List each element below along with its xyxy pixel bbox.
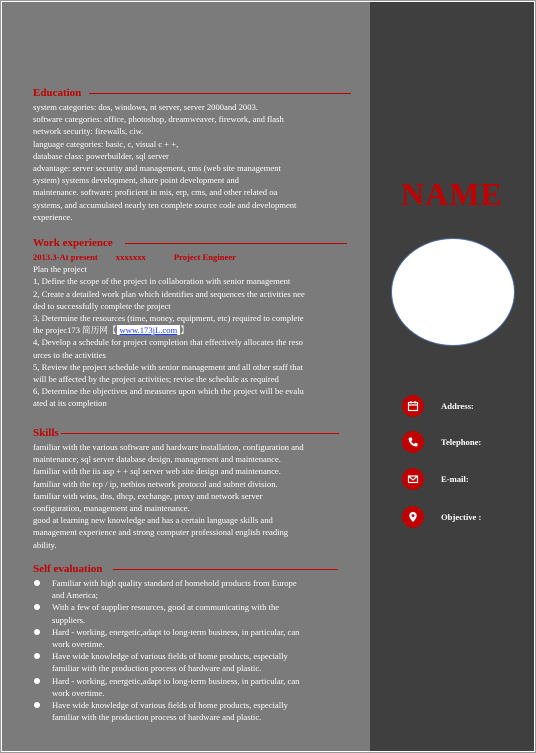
- work-section: [33, 236, 358, 410]
- address-label: Address:: [441, 401, 474, 411]
- job-company: xxxxxxx: [115, 252, 146, 262]
- work-text-3: 4, Develop a schedule for project completion that effectively allocates the reso urces to the activities 5, Review the project schedule with senior management and all other staff that will be affected by the project activities; revise the schedule as required 6, Determine the objectives and measures upon which the project will be evalu ated at its completion: [33, 337, 304, 409]
- job-position: Project Engineer: [173, 252, 236, 262]
- phone-icon: [402, 431, 424, 453]
- self-evaluation-heading: [33, 562, 358, 576]
- skills-heading: [33, 426, 358, 440]
- education-text: system categories: dos, windows, nt server, server 2000and 2003. software categories: office, photoshop, dreamweaver, firework, and flash network security: firewalls, ciw. language categories: basic, c, visual c + +, database class: powerbuilder, sql server advantage: server security and management, cms (web site management system) systems development, share point development and maintenance. software: proficient in mis, erp, cms, and other related oa systems, and accumulated nearly ten complete source code and development experience.: [33, 102, 297, 222]
- education-section: [33, 86, 358, 223]
- list-item: With a few of supplier resources, good at communicating with the suppliers.: [33, 601, 358, 625]
- skills-text: familiar with the various software and hardware installation, configuration and maintenance; sql server database design, management and maintenance. familiar with the iis asp + + sql server web site design and maintenance. familiar with the tcp / ip, netbios network protocol and subnet division. familiar with wins, dns, dhcp, exchange, proxy and network server configuration, management and maintenance. good at learning new knowledge and has a certain language skills and management experience and strong computer professional english reading ability.: [33, 442, 304, 550]
- self-evaluation-section: [33, 562, 358, 723]
- job-line: [33, 251, 358, 263]
- skills-title: Skills: [33, 427, 59, 439]
- work-link-prefix: the projec173 简历网【: [33, 325, 117, 336]
- email-label: E-mail:: [441, 474, 469, 484]
- contact-address: [402, 395, 474, 417]
- work-text-2: [33, 324, 358, 336]
- website-link[interactable]: www.173jL.com: [117, 325, 181, 335]
- right-panel: [370, 2, 534, 751]
- list-item: Familiar with high quality standard of homehold products from Europe and America;: [33, 577, 358, 601]
- self-evaluation-rule: [113, 569, 338, 570]
- work-link-suffix: 】: [180, 325, 189, 336]
- location-pin-icon: [402, 506, 424, 528]
- contact-telephone: [402, 431, 481, 453]
- list-item: Have wide knowledge of various fields of home products, especially familiar with the production process of hardware and plastic.: [33, 650, 358, 674]
- work-text-1: Plan the project 1, Define the scope of the project in collaboration with senior management 2, Create a detailed work plan which identifies and sequences the activities nee ded to successfully complete the project 3, Determine the resources (time, money, equipment, etc) required to complete: [33, 264, 305, 324]
- telephone-label: Telephone:: [441, 437, 482, 447]
- contact-objective: [402, 506, 481, 528]
- list-item: Hard - working, energetic,adapt to long-term business, in particular, can work overtime.: [33, 626, 358, 650]
- self-evaluation-title: Self evaluation: [33, 563, 103, 575]
- education-heading: [33, 86, 358, 100]
- skills-rule: [61, 433, 339, 434]
- skills-section: [33, 426, 358, 551]
- name-title: NAME: [401, 176, 503, 212]
- contact-email: [402, 468, 469, 490]
- photo-placeholder: [391, 238, 515, 346]
- objective-label: Objective :: [441, 512, 482, 522]
- calendar-icon: [402, 395, 424, 417]
- mail-icon: [402, 468, 424, 490]
- education-title: Education: [33, 87, 82, 99]
- work-heading: [33, 236, 358, 250]
- education-rule: [89, 93, 351, 94]
- self-evaluation-list: [33, 577, 358, 723]
- job-period: 2013.3-At present: [33, 252, 98, 262]
- list-item: Hard - working, energetic,adapt to long-term business, in particular, can work overtime.: [33, 675, 358, 699]
- work-title: Work experience: [33, 237, 113, 249]
- list-item: Have wide knowledge of various fields of home products, especially familiar with the production process of hardware and plastic.: [33, 699, 358, 723]
- work-rule: [125, 243, 347, 244]
